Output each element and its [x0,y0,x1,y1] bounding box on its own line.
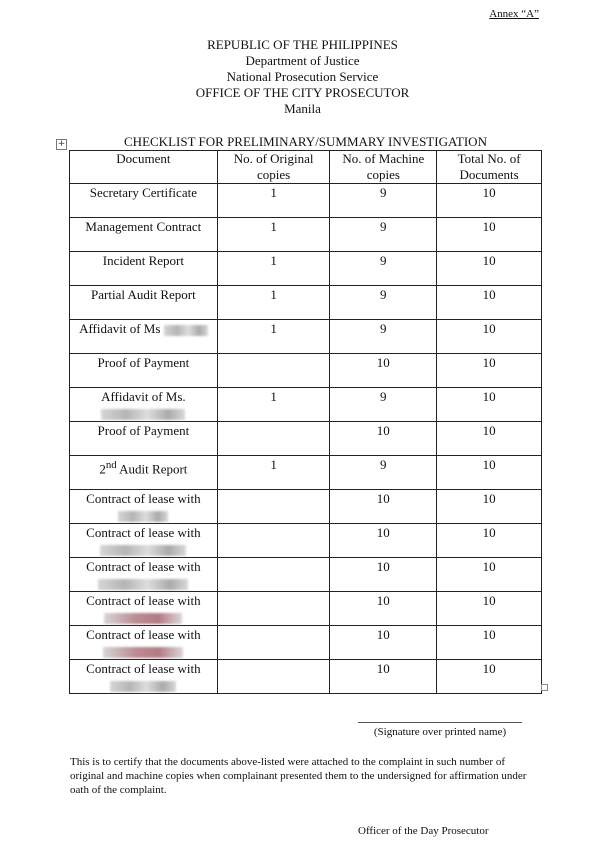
table-row [70,592,542,626]
machine-cell: 9 [330,184,437,218]
document-cell [70,218,218,252]
machine-cell: 10 [330,626,437,660]
original-cell [217,490,330,524]
signature-line [358,722,522,723]
table-row [70,422,542,456]
original-cell: 1 [217,456,330,490]
document-cell [70,626,218,660]
table-move-handle-icon[interactable]: + [57,139,66,149]
table-row [70,354,542,388]
document-cell [70,422,218,456]
redacted-name [98,579,188,590]
document-cell [70,660,218,694]
document-name: Contract of lease with [86,661,201,676]
document-name: Secretary Certificate [89,185,197,200]
document-cell [70,558,218,592]
machine-cell: 10 [330,660,437,694]
document-cell [70,592,218,626]
total-cell: 10 [437,422,542,456]
table-row [70,184,542,218]
machine-cell: 9 [330,252,437,286]
header-office: OFFICE OF THE CITY PROSECUTOR [195,85,410,100]
original-cell [217,558,330,592]
original-cell [217,626,330,660]
redacted-name [118,511,168,522]
header-republic: REPUBLIC OF THE PHILIPPINES [207,37,398,52]
document-cell [70,388,218,422]
table-row [70,660,542,694]
signature-caption: (Signature over printed name) [373,726,507,738]
column-header-machine: No. of Machine copies [330,151,437,184]
document-name: Incident Report [102,253,184,268]
total-cell: 10 [437,218,542,252]
document-name: Contract of lease with [86,627,201,642]
header-city: Manila [284,101,321,116]
document-name: Management Contract [85,219,202,234]
machine-cell: 10 [330,524,437,558]
table-resize-handle[interactable] [541,684,548,691]
total-cell: 10 [437,184,542,218]
total-cell: 10 [437,626,542,660]
table-row [70,252,542,286]
redacted-name [164,325,208,336]
original-cell: 1 [217,252,330,286]
document-name: Contract of lease with [86,593,201,608]
document-name: Audit Report [116,461,188,477]
machine-cell: 9 [330,456,437,490]
original-cell [217,422,330,456]
table-row [70,320,542,354]
original-cell: 1 [217,184,330,218]
machine-cell: 9 [330,218,437,252]
table-row [70,524,542,558]
column-header-document: Document [70,151,218,184]
redacted-name [101,409,185,420]
machine-cell: 9 [330,388,437,422]
total-cell: 10 [437,456,542,490]
table-row [70,388,542,422]
machine-cell: 10 [330,558,437,592]
table-row [70,490,542,524]
table-row [70,558,542,592]
machine-cell: 10 [330,490,437,524]
machine-cell: 10 [330,354,437,388]
machine-cell: 9 [330,320,437,354]
redacted-name [104,613,182,624]
document-cell [70,184,218,218]
column-header-total: Total No. of Documents [437,151,542,184]
original-cell: 1 [217,286,330,320]
original-cell [217,660,330,694]
document-cell [70,354,218,388]
document-name-number: 2 [99,461,106,477]
document-cell [70,252,218,286]
table-title: CHECKLIST FOR PRELIMINARY/SUMMARY INVESTIGATION [124,134,487,149]
annex-label: Annex “A” [489,8,539,20]
document-cell [70,524,218,558]
machine-cell: 10 [330,592,437,626]
document-name: Contract of lease with [86,559,201,574]
redacted-name [100,545,186,556]
document-name: Proof of Payment [97,423,190,438]
total-cell: 10 [437,252,542,286]
total-cell: 10 [437,354,542,388]
table-row [70,218,542,252]
table-row [70,626,542,660]
checklist-table [69,150,542,694]
officer-title: Officer of the Day Prosecutor [358,825,489,837]
original-cell [217,354,330,388]
machine-cell: 10 [330,422,437,456]
document-cell [70,456,218,490]
document-name: Contract of lease with [86,491,201,506]
total-cell: 10 [437,592,542,626]
original-cell [217,592,330,626]
certification-paragraph: This is to certify that the documents above-listed were attached to the complaint in such number of original and machine copies when complainant presented them to the undersigned for affirmation under oath of the complaint. [70,756,527,796]
column-header-original: No. of Original copies [217,151,330,184]
document-cell [70,490,218,524]
redacted-name [103,647,183,658]
total-cell: 10 [437,490,542,524]
original-cell: 1 [217,320,330,354]
redacted-name [110,681,176,692]
total-cell: 10 [437,660,542,694]
header-department: Department of Justice [245,53,360,68]
document-name: Affidavit of Ms [79,321,161,336]
table-header-row [70,151,542,184]
document-name: Contract of lease with [86,525,201,540]
document-cell [70,286,218,320]
machine-cell: 9 [330,286,437,320]
table-row [70,286,542,320]
total-cell: 10 [437,524,542,558]
original-cell [217,524,330,558]
header-service: National Prosecution Service [226,69,379,84]
document-name-ordinal: nd [105,459,117,471]
total-cell: 10 [437,388,542,422]
document-name: Affidavit of Ms. [101,389,186,404]
total-cell: 10 [437,558,542,592]
table-row [70,456,542,490]
total-cell: 10 [437,286,542,320]
document-cell [70,320,218,354]
total-cell: 10 [437,320,542,354]
document-name: Partial Audit Report [91,287,196,302]
original-cell: 1 [217,388,330,422]
document-header [0,37,605,117]
document-name: Proof of Payment [97,355,190,370]
original-cell: 1 [217,218,330,252]
